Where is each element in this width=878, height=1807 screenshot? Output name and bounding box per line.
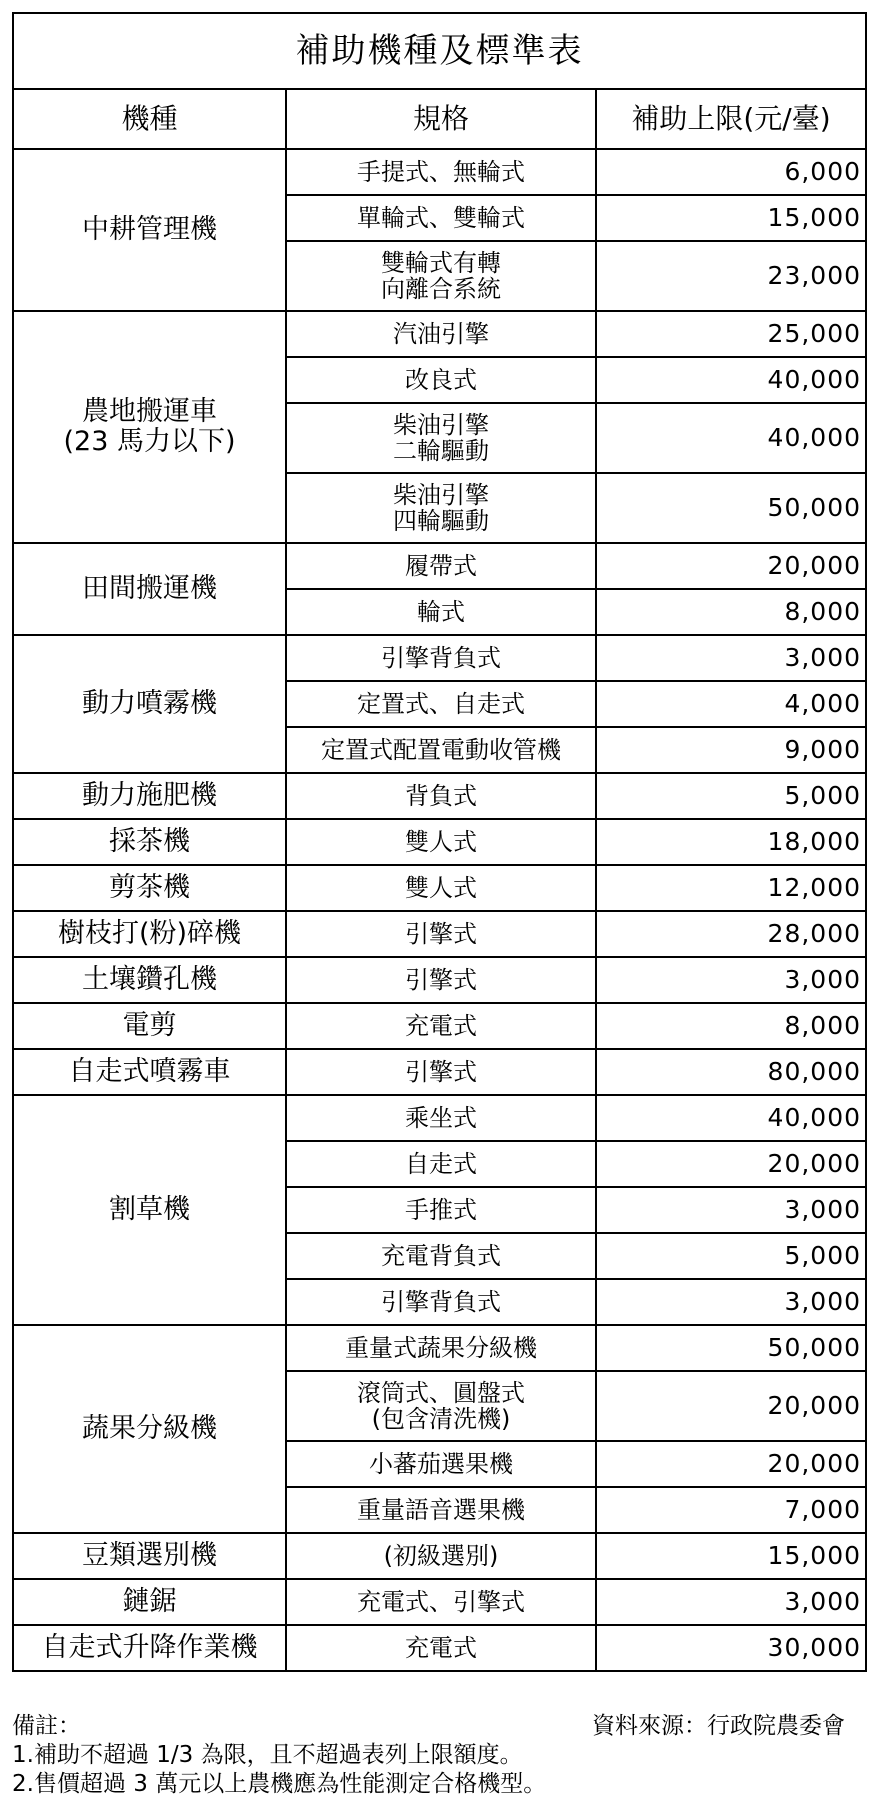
- spec-text: 單輪式、雙輪式: [357, 204, 525, 232]
- amount-cell: 40,000: [596, 357, 866, 403]
- machine-type-text: 剪茶機: [109, 872, 190, 903]
- machine-type-cell: [13, 865, 286, 911]
- amount-cell: 50,000: [596, 1325, 866, 1371]
- machine-type-text: 農地搬運車: [82, 396, 217, 427]
- subsidy-table: [12, 12, 867, 1672]
- table-row: [13, 635, 866, 681]
- amount-cell: 20,000: [596, 1141, 866, 1187]
- spec-cell: [286, 865, 596, 911]
- spec-cell: [286, 1487, 596, 1533]
- machine-type-cell: [13, 957, 286, 1003]
- amount-cell: 18,000: [596, 819, 866, 865]
- amount-cell: 3,000: [596, 635, 866, 681]
- table-row: [13, 865, 866, 911]
- table-row: [13, 311, 866, 357]
- amount-cell: 20,000: [596, 1441, 866, 1487]
- amount-cell: 28,000: [596, 911, 866, 957]
- spec-cell: [286, 1003, 596, 1049]
- amount-cell: 80,000: [596, 1049, 866, 1095]
- machine-type-cell: [13, 1579, 286, 1625]
- amount-cell: 8,000: [596, 589, 866, 635]
- amount-cell: 5,000: [596, 773, 866, 819]
- spec-cell: [286, 1187, 596, 1233]
- spec-cell: [286, 589, 596, 635]
- header-type: 機種: [13, 89, 286, 149]
- spec-text: 自走式: [405, 1150, 477, 1178]
- amount-cell: 3,000: [596, 1187, 866, 1233]
- spec-cell: [286, 1441, 596, 1487]
- spec-text: 定置式、自走式: [357, 690, 525, 718]
- spec-text: 輪式: [417, 598, 465, 626]
- spec-cell: [286, 1371, 596, 1441]
- spec-text: 充電式: [405, 1012, 477, 1040]
- table-row: [13, 1625, 866, 1671]
- machine-type-text: 動力噴霧機: [82, 688, 217, 719]
- spec-text: 引擎式: [405, 1058, 477, 1086]
- spec-text: 背負式: [405, 782, 477, 810]
- machine-type-cell: [13, 1533, 286, 1579]
- table-body: [13, 149, 866, 1671]
- spec-text: 引擎式: [405, 920, 477, 948]
- subsidy-table-container: [12, 12, 865, 1672]
- amount-cell: 23,000: [596, 241, 866, 311]
- table-row: [13, 1579, 866, 1625]
- spec-cell: [286, 473, 596, 543]
- spec-text: 充電式: [405, 1634, 477, 1662]
- spec-text: 重量語音選果機: [357, 1496, 525, 1524]
- spec-cell: [286, 357, 596, 403]
- spec-text: 改良式: [405, 366, 477, 394]
- spec-text: 雙人式: [405, 828, 477, 856]
- spec-text: 引擎式: [405, 966, 477, 994]
- machine-type-cell: [13, 149, 286, 311]
- spec-text: 柴油引擎: [393, 411, 489, 439]
- machine-type-text: 田間搬運機: [82, 573, 217, 604]
- note-item-1: 1.補助不超過 1/3 為限，且不超過表列上限額度。: [12, 1742, 523, 1768]
- spec-text: 手提式、無輪式: [357, 158, 525, 186]
- machine-type-cell: [13, 1095, 286, 1325]
- spec-text: 四輪驅動: [393, 507, 489, 535]
- table-row: [13, 773, 866, 819]
- amount-cell: 4,000: [596, 681, 866, 727]
- spec-cell: [286, 403, 596, 473]
- machine-type-text: 採茶機: [109, 826, 190, 857]
- amount-cell: 15,000: [596, 195, 866, 241]
- amount-cell: 3,000: [596, 1279, 866, 1325]
- machine-type-text: 自走式升降作業機: [41, 1632, 258, 1663]
- table-row: [13, 1003, 866, 1049]
- spec-cell: [286, 635, 596, 681]
- amount-cell: 20,000: [596, 543, 866, 589]
- spec-text: 乘坐式: [405, 1104, 477, 1132]
- machine-type-text: 電剪: [122, 1010, 177, 1041]
- amount-cell: 30,000: [596, 1625, 866, 1671]
- spec-cell: [286, 149, 596, 195]
- amount-cell: 25,000: [596, 311, 866, 357]
- machine-type-cell: [13, 1625, 286, 1671]
- spec-cell: [286, 1625, 596, 1671]
- table-row: [13, 543, 866, 589]
- machine-type-text: 蔬果分級機: [82, 1413, 217, 1444]
- machine-type-cell: [13, 773, 286, 819]
- spec-cell: [286, 1095, 596, 1141]
- header-amount: 補助上限(元/臺): [596, 89, 866, 149]
- spec-cell: [286, 195, 596, 241]
- spec-cell: [286, 311, 596, 357]
- amount-cell: 20,000: [596, 1371, 866, 1441]
- spec-text: 雙人式: [405, 874, 477, 902]
- machine-type-text: 割草機: [109, 1194, 190, 1225]
- amount-cell: 9,000: [596, 727, 866, 773]
- table-row: [13, 1049, 866, 1095]
- machine-type-text: 土壤鑽孔機: [82, 964, 217, 995]
- note-item-2: 2.售價超過 3 萬元以上農機應為性能測定合格機型。: [12, 1771, 547, 1797]
- amount-cell: 15,000: [596, 1533, 866, 1579]
- spec-text: 充電背負式: [381, 1242, 501, 1270]
- spec-cell: [286, 773, 596, 819]
- machine-type-cell: [13, 1325, 286, 1533]
- machine-type-text: 自走式噴霧車: [68, 1056, 231, 1087]
- spec-text: 引擎背負式: [381, 1288, 501, 1316]
- machine-type-cell: [13, 1003, 286, 1049]
- spec-text: 二輪驅動: [393, 437, 489, 465]
- machine-type-cell: [13, 311, 286, 543]
- amount-cell: 40,000: [596, 1095, 866, 1141]
- spec-text: (初級選別): [383, 1542, 499, 1570]
- spec-cell: [286, 957, 596, 1003]
- machine-type-cell: [13, 911, 286, 957]
- spec-text: 手推式: [405, 1196, 477, 1224]
- spec-text: 定置式配置電動收管機: [321, 736, 561, 764]
- machine-type-cell: [13, 1049, 286, 1095]
- machine-type-cell: [13, 819, 286, 865]
- spec-cell: [286, 819, 596, 865]
- spec-text: 雙輪式有轉: [381, 249, 501, 277]
- spec-cell: [286, 681, 596, 727]
- table-row: [13, 911, 866, 957]
- notes-section: [12, 1712, 865, 1799]
- amount-cell: 7,000: [596, 1487, 866, 1533]
- spec-cell: [286, 1533, 596, 1579]
- spec-cell: [286, 911, 596, 957]
- spec-text: 向離合系統: [381, 275, 501, 303]
- spec-cell: [286, 241, 596, 311]
- notes-label: 備註：: [12, 1713, 81, 1739]
- amount-cell: 8,000: [596, 1003, 866, 1049]
- spec-cell: [286, 1141, 596, 1187]
- amount-cell: 12,000: [596, 865, 866, 911]
- spec-text: 小蕃茄選果機: [369, 1450, 513, 1478]
- spec-text: 引擎背負式: [381, 644, 501, 672]
- source-credit: 資料來源：行政院農委會: [592, 1713, 845, 1739]
- spec-cell: [286, 1049, 596, 1095]
- machine-type-cell: [13, 635, 286, 773]
- spec-cell: [286, 727, 596, 773]
- spec-cell: [286, 543, 596, 589]
- table-row: [13, 819, 866, 865]
- spec-text: 履帶式: [405, 552, 477, 580]
- header-spec: 規格: [286, 89, 596, 149]
- table-row: [13, 1325, 866, 1371]
- machine-type-text: 鏈鋸: [122, 1586, 177, 1617]
- spec-text: (包含清洗機): [371, 1405, 511, 1433]
- spec-text: 柴油引擎: [393, 481, 489, 509]
- spec-text: 重量式蔬果分級機: [345, 1334, 537, 1362]
- amount-cell: 5,000: [596, 1233, 866, 1279]
- machine-type-text: (23 馬力以下): [63, 426, 236, 457]
- machine-type-cell: [13, 543, 286, 635]
- amount-cell: 3,000: [596, 1579, 866, 1625]
- amount-cell: 50,000: [596, 473, 866, 543]
- machine-type-text: 中耕管理機: [82, 214, 217, 245]
- table-row: [13, 957, 866, 1003]
- spec-cell: [286, 1233, 596, 1279]
- table-row: [13, 1533, 866, 1579]
- spec-text: 充電式、引擎式: [357, 1588, 525, 1616]
- amount-cell: 40,000: [596, 403, 866, 473]
- spec-cell: [286, 1579, 596, 1625]
- amount-cell: 3,000: [596, 957, 866, 1003]
- spec-cell: [286, 1279, 596, 1325]
- table-row: [13, 1095, 866, 1141]
- spec-text: 汽油引擎: [393, 320, 489, 348]
- spec-text: 滾筒式、圓盤式: [357, 1379, 525, 1407]
- table-row: [13, 149, 866, 195]
- machine-type-text: 豆類選別機: [82, 1540, 217, 1571]
- machine-type-text: 動力施肥機: [82, 780, 217, 811]
- amount-cell: 6,000: [596, 149, 866, 195]
- table-title: 補助機種及標準表: [13, 13, 866, 89]
- spec-cell: [286, 1325, 596, 1371]
- machine-type-text: 樹枝打(粉)碎機: [57, 918, 242, 949]
